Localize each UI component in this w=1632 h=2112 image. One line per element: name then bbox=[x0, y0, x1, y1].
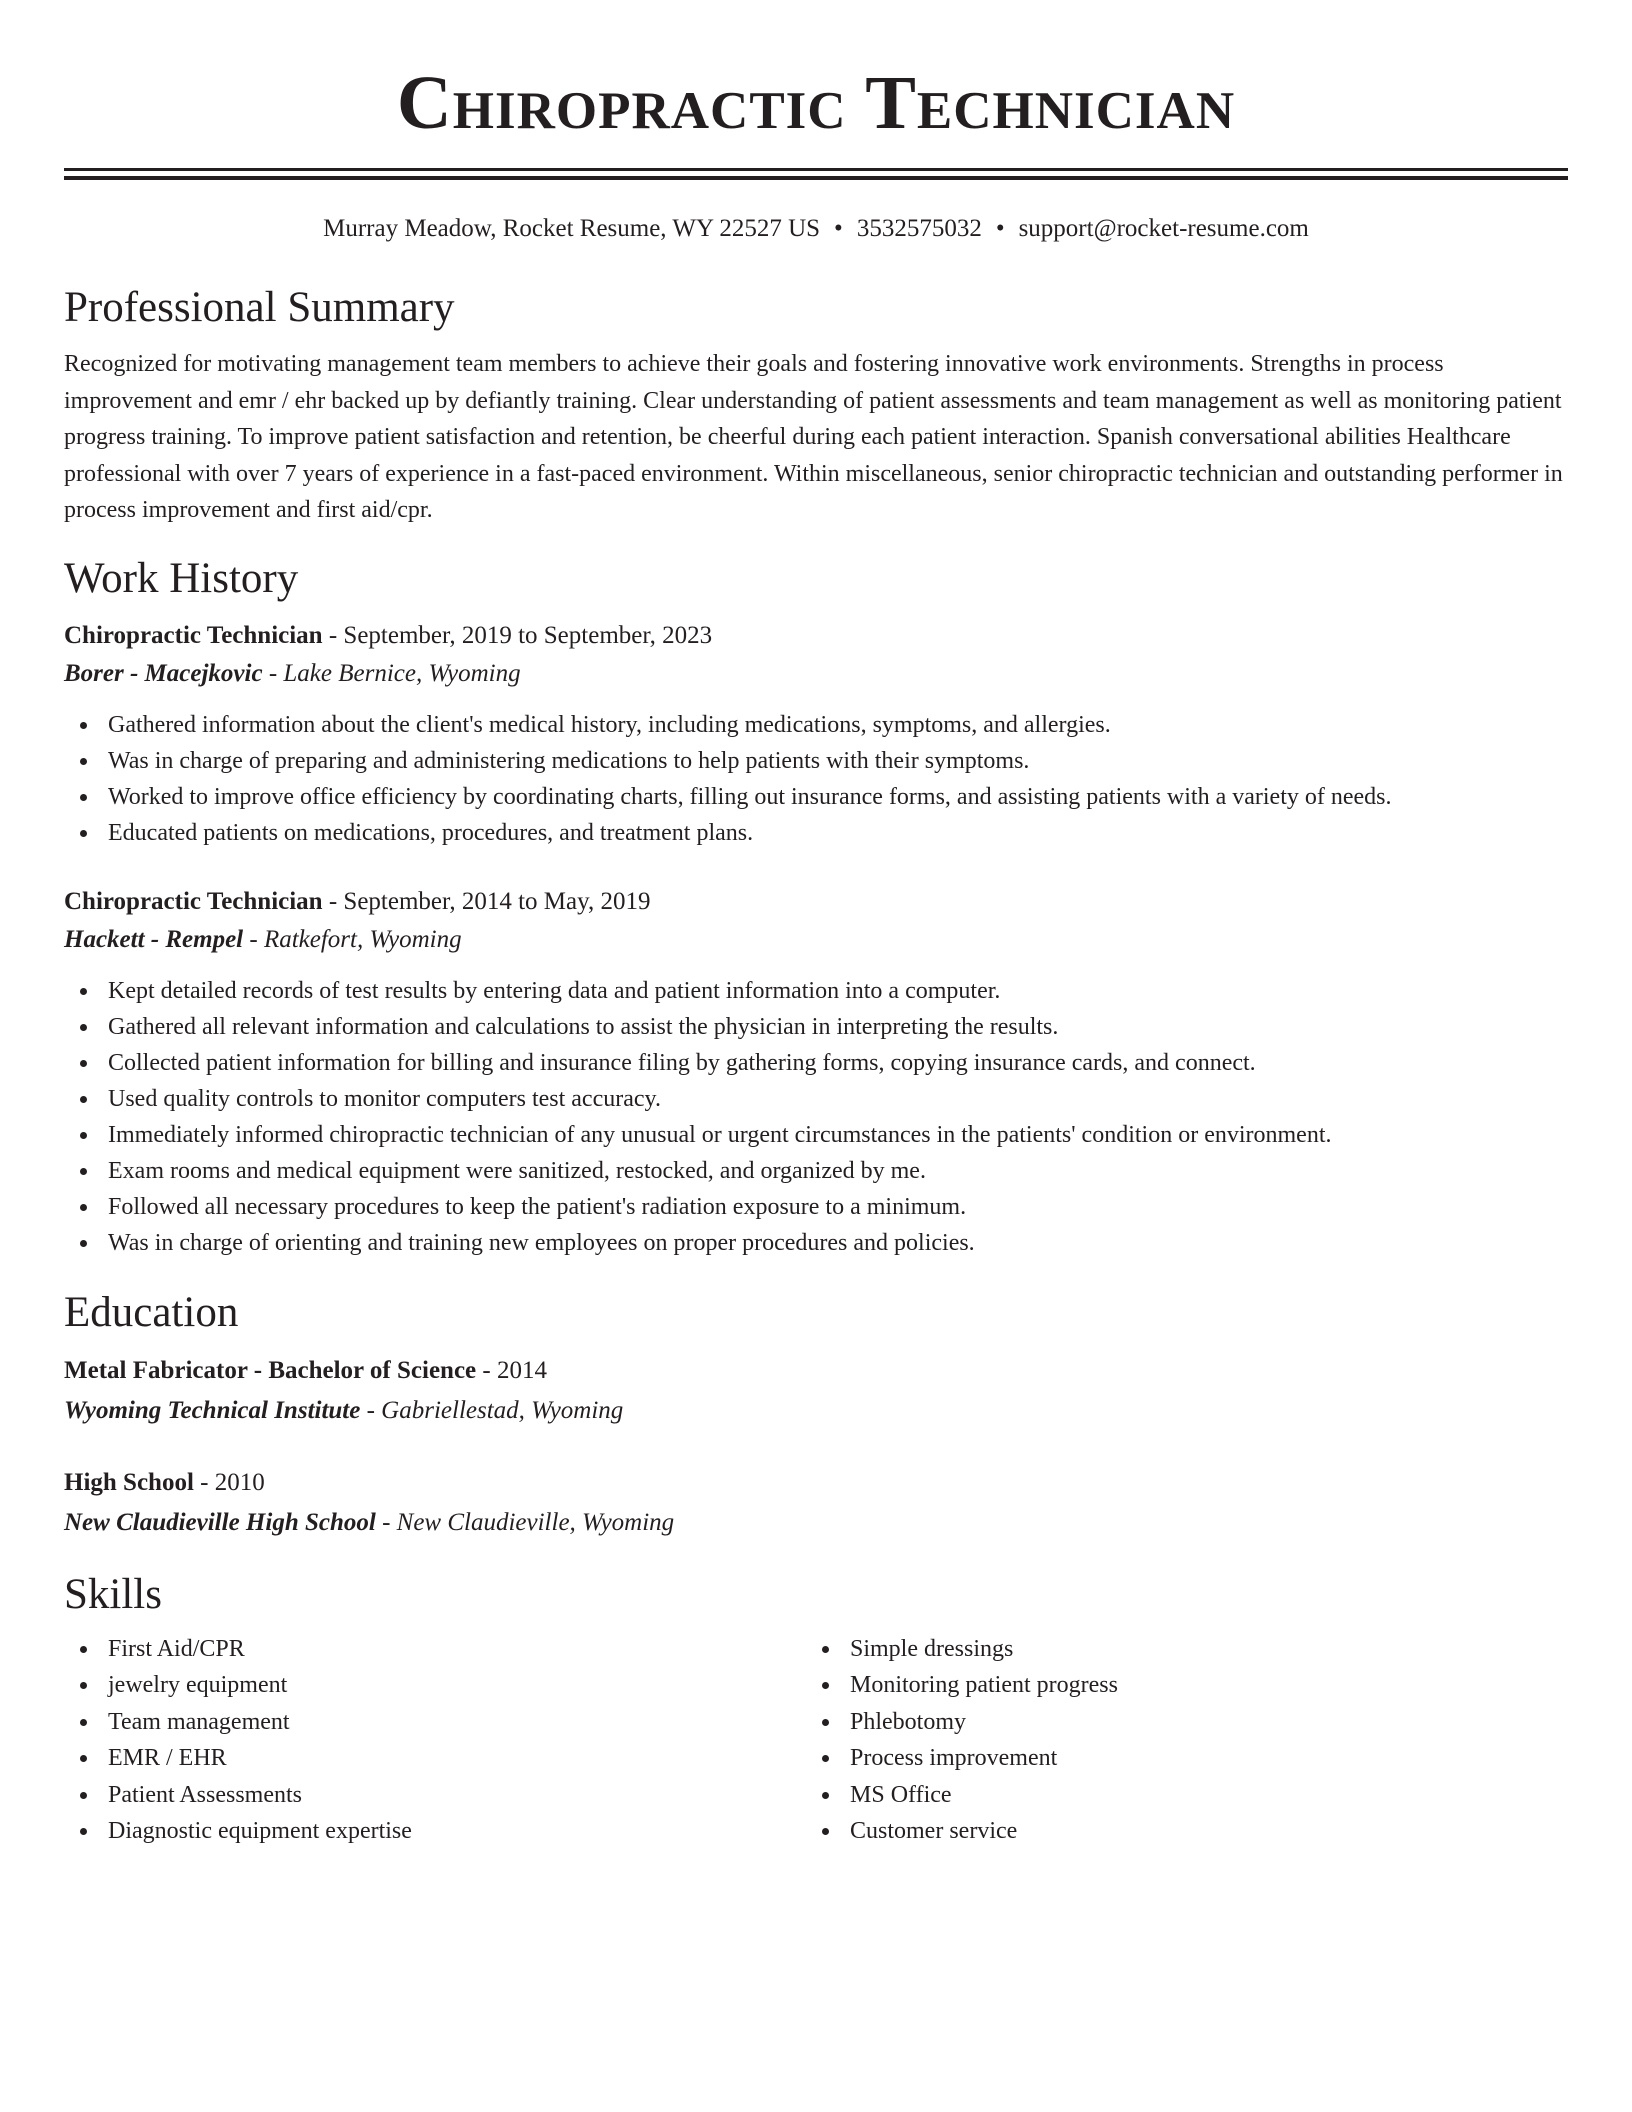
education-section-title: Education bbox=[64, 1288, 239, 1336]
job-bullet: Kept detailed records of test results by entering data and patient information into a computer. bbox=[64, 973, 1568, 1009]
job-dates: - September, 2014 to May, 2019 bbox=[322, 887, 651, 915]
contact-line bbox=[64, 214, 1568, 244]
skill-item: Process improvement bbox=[806, 1740, 1548, 1777]
job-dates: - September, 2019 to September, 2023 bbox=[322, 621, 713, 649]
job-header bbox=[64, 617, 1568, 655]
skill-item: Monitoring patient progress bbox=[806, 1667, 1548, 1704]
education-school: New Claudieville High School bbox=[64, 1508, 376, 1536]
contact-phone: 3532575032 bbox=[856, 215, 982, 242]
skill-item: First Aid/CPR bbox=[64, 1631, 806, 1668]
job-role: Chiropractic Technician bbox=[64, 887, 323, 915]
job-entry bbox=[64, 883, 1568, 1261]
skill-item: Customer service bbox=[806, 1813, 1548, 1850]
job-bullet: Educated patients on medications, procedures, and treatment plans. bbox=[64, 815, 1568, 851]
skill-item: Patient Assessments bbox=[64, 1777, 806, 1814]
summary-section-title: Professional Summary bbox=[64, 284, 455, 331]
skill-item: Simple dressings bbox=[806, 1631, 1548, 1668]
skills-section-title: Skills bbox=[64, 1570, 162, 1618]
education-entry bbox=[64, 1463, 1568, 1543]
skills-columns bbox=[64, 1631, 1568, 1850]
education-degree: Metal Fabricator - Bachelor of Science bbox=[64, 1356, 477, 1384]
skill-item: Phlebotomy bbox=[806, 1704, 1548, 1741]
job-bullet: Was in charge of orienting and training new employees on proper procedures and policies. bbox=[64, 1225, 1568, 1261]
education-year: - 2010 bbox=[193, 1468, 265, 1496]
skill-item: Team management bbox=[64, 1704, 806, 1741]
summary-text: Recognized for motivating management team members to achieve their goals and fostering innovative work environments. Strengths in process improvement and emr / ehr backed up by defiantly training. Clear understanding of patient assessments and team management as well as monitoring patient progress training. To improve patient satisfaction and retention, be cheerful during each patient interaction. Spanish conversational abilities Healthcare professional with over 7 years of experience in a fast-paced environment. Within miscellaneous, senior chiropractic technician and outstanding performer in process improvement and first aid/cpr. bbox=[64, 351, 1563, 523]
education-year: - 2014 bbox=[476, 1356, 547, 1384]
education-location: - Gabriellestad, Wyoming bbox=[360, 1396, 624, 1424]
job-location: - Ratkefort, Wyoming bbox=[243, 925, 462, 953]
education-location: - New Claudieville, Wyoming bbox=[375, 1508, 675, 1536]
job-bullet: Followed all necessary procedures to keep the patient's radiation exposure to a minimum. bbox=[64, 1189, 1568, 1225]
job-entry bbox=[64, 617, 1568, 851]
contact-separator: • bbox=[834, 215, 843, 242]
education-school-line bbox=[64, 1391, 1568, 1431]
skill-item: EMR / EHR bbox=[64, 1740, 806, 1777]
job-bullet: Collected patient information for billing and insurance filing by gathering forms, copying insurance cards, and connect. bbox=[64, 1045, 1568, 1081]
job-header bbox=[64, 883, 1568, 921]
skills-list-left bbox=[64, 1631, 806, 1850]
education-degree: High School bbox=[64, 1468, 194, 1496]
education-school-line bbox=[64, 1503, 1568, 1543]
resume-page bbox=[64, 0, 1568, 1850]
resume-name-heading: Chiropractic Technician bbox=[396, 61, 1236, 145]
job-bullet: Worked to improve office efficiency by coordinating charts, filling out insurance forms, and assisting patients with a variety of needs. bbox=[64, 779, 1568, 815]
job-company: Borer - Macejkovic bbox=[64, 659, 263, 687]
job-bullet: Used quality controls to monitor computers test accuracy. bbox=[64, 1081, 1568, 1117]
job-employer-line bbox=[64, 655, 1568, 693]
contact-address: Murray Meadow, Rocket Resume, WY 22527 US bbox=[323, 215, 821, 242]
header-divider-thick bbox=[64, 176, 1568, 180]
job-bullets bbox=[64, 973, 1568, 1261]
skills-list-right bbox=[806, 1631, 1548, 1850]
job-bullet: Gathered information about the client's medical history, including medications, symptoms, and allergies. bbox=[64, 707, 1568, 743]
contact-separator: • bbox=[995, 215, 1005, 242]
education-school: Wyoming Technical Institute bbox=[64, 1396, 361, 1424]
skill-item: MS Office bbox=[806, 1777, 1548, 1814]
job-employer-line bbox=[64, 921, 1568, 959]
education-entry bbox=[64, 1351, 1568, 1431]
job-bullet: Was in charge of preparing and administering medications to help patients with their symptoms. bbox=[64, 743, 1568, 779]
job-bullet: Gathered all relevant information and calculations to assist the physician in interpreting the results. bbox=[64, 1009, 1568, 1045]
work-history-section-title: Work History bbox=[64, 554, 299, 602]
job-bullet: Exam rooms and medical equipment were sanitized, restocked, and organized by me. bbox=[64, 1153, 1568, 1189]
job-company: Hackett - Rempel bbox=[64, 925, 244, 953]
job-role: Chiropractic Technician bbox=[64, 621, 323, 649]
job-bullet: Immediately informed chiropractic technician of any unusual or urgent circumstances in the patients' condition or environment. bbox=[64, 1117, 1568, 1153]
skill-item: jewelry equipment bbox=[64, 1667, 806, 1704]
education-header bbox=[64, 1351, 1568, 1391]
header-divider-thin bbox=[64, 168, 1568, 171]
contact-email: support@rocket-resume.com bbox=[1018, 215, 1309, 242]
job-location: - Lake Bernice, Wyoming bbox=[262, 659, 521, 687]
job-bullets bbox=[64, 707, 1568, 851]
skill-item: Diagnostic equipment expertise bbox=[64, 1813, 806, 1850]
education-header bbox=[64, 1463, 1568, 1503]
